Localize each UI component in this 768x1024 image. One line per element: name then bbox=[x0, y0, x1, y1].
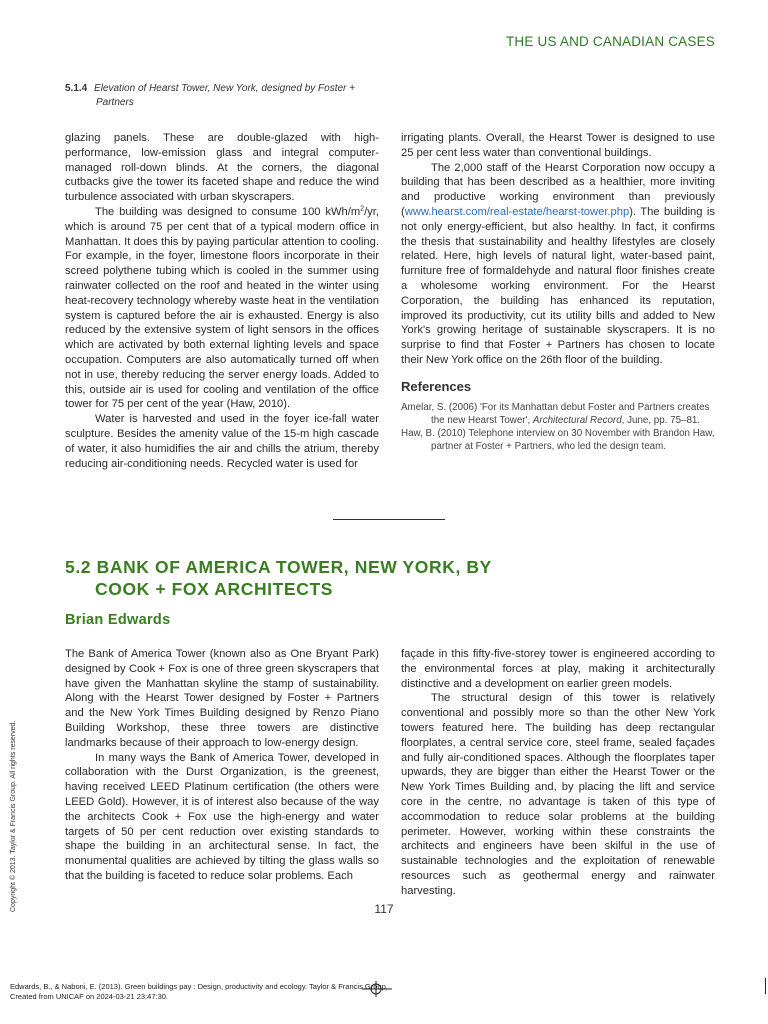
section-title: 5.2 BANK OF AMERICA TOWER, NEW YORK, BY COOK + FOX ARCHITECTS bbox=[65, 557, 492, 599]
caption-number: 5.1.4 bbox=[65, 83, 88, 94]
caption-text: Elevation of Hearst Tower, New York, designed by Foster + bbox=[94, 83, 356, 94]
citation-footer bbox=[10, 982, 388, 1002]
caption-text-continued: Partners bbox=[96, 97, 134, 108]
reference-item: Haw, B. (2010) Telephone interview on 30 November with Brandon Haw, partner at Foster + Partners, who led the design team. bbox=[401, 427, 715, 453]
paragraph: In many ways the Bank of America Tower, developed in collaboration with the Durst Organization, is the greenest, having received LEED Platinum certification (the others were LEED Gold). However, it is of interest also because of the way the architects Cook + Fox use the high-energy and water targets of 50 per cent reduction over existing standards to shape the building in an architectural sense. In fact, the monumental qualities are achieved by tilting the glass walls so that the building is faceted to reduce solar problems. Each bbox=[65, 751, 379, 882]
top-left-column bbox=[65, 131, 379, 471]
running-header: THE US AND CANADIAN CASES bbox=[505, 34, 715, 49]
page-number: 117 bbox=[374, 902, 394, 916]
paragraph: The building was designed to consume 100 kWh/$m^2/yr$, which is around 75 per cent that of a typical modern office in Manhattan. It does this by paying particular attention to cooling. For example, in the foyer, limestone floors incorporate in their screed polythene tubing which is cooled in the summer using rainwater collected on the roof and heated in the winter using heat-recovery technology whereby waste heat in the ventilation system is captured before the air is exhausted. Energy is also reduced by the extensive system of light sensors in the offices which are activated by both external lighting levels and space occupation. Computers are also automatically turned off when not in use, thereby reducing the server energy loads. Added to this, outside air is used for cooling and ventilation of the office tower for 75 per cent of the year (Haw, 2010). bbox=[65, 205, 379, 411]
section-divider bbox=[333, 519, 445, 520]
paragraph: façade in this fifty-five-storey tower is engineered according to the environmental forces at play, making it architecturally distinctive and a development on earlier green models. bbox=[401, 648, 715, 690]
paragraph: glazing panels. These are double-glazed with high-performance, low-emission glass and integral computer-managed roll-down blinds. At the corners, the diagonal cutbacks give the tower its faceted shape and reduce the wind turbulence associated with urban skyscrapers. bbox=[65, 132, 379, 204]
registration-mark-icon bbox=[362, 979, 392, 999]
crop-mark bbox=[765, 978, 766, 994]
section-author: Brian Edwards bbox=[65, 612, 171, 628]
copyright-notice: Copyright © 2013. Taylor & Francis Group. All rights reserved. bbox=[10, 720, 17, 912]
figure-caption bbox=[65, 82, 385, 110]
references-heading: References bbox=[401, 378, 472, 394]
paragraph: The 2,000 staff of the Hearst Corporation now occupy a building that has been described as a healthier, more inviting and productive working environment than previously (www.hearst.com/real-estate/hearst-tower.php). The building is not only energy-efficient, but also healthy. In fact, it confirms the thesis that sustainability and healthy lifestyles are closely related. Here, high levels of natural light, water-based paint, furniture free of formaldehyde and natural floor finishes create a wholesome working environment. For the Hearst Corporation, the building has enhanced its reputation, improved its productivity, cut its utility bills and added to New York's growing heritage of sustainable skyscrapers. It is no surprise to find that Foster + Partners has chosen to locate their New York office on the 26th floor of the building. bbox=[401, 161, 715, 366]
created-line: Created from UNICAF on 2024-03-21 23:47:30. bbox=[10, 992, 169, 1001]
reference-item: Amelar, S. (2006) 'For its Manhattan debut Foster and Partners creates the new Hearst Tower', Architectural Record, June, pp. 75–81. bbox=[401, 401, 710, 426]
hearst-website-link[interactable]: www.hearst.com/real-estate/hearst-tower.php bbox=[404, 205, 630, 218]
citation-line: Edwards, B., & Naboni, E. (2013). Green buildings pay : Design, productivity and ecology. Taylor & Francis Group. bbox=[10, 982, 388, 991]
bottom-right-column bbox=[401, 647, 715, 899]
paragraph: The structural design of this tower is relatively conventional and possibly more so than the other New York towers featured here. The building has deep rectangular floorplates, a central service core, steel frame, sealed façades and fully air-conditioned spaces. Although the floorplates taper upwards, they are bigger than either the Hearst Tower or the New York Times Building and, by placing the lift and service core in the centre, no advantage is taken of this type of accommodation to reduce solar problems at the building perimeter. However, working within these constraints the architects and engineers have been skilful in the use of sustainable technologies and the exploitation of renewable resources such as geothermal energy and rainwater harvesting. bbox=[401, 692, 715, 897]
paragraph: The Bank of America Tower (known also as One Bryant Park) designed by Cook + Fox is one of three green skyscrapers that have given the Manhattan skyline the stamp of sustainability. Along with the Hearst Tower designed by Foster + Partners and the New York Times Building designed by Renzo Piano Building Workshop, these three towers are distinctive landmarks because of their approach to low-energy design. bbox=[65, 648, 379, 749]
top-right-column bbox=[401, 131, 715, 453]
paragraph: Water is harvested and used in the foyer ice-fall water sculpture. Besides the amenity value of the 15-m high cascade of water, it also humidifies the air and chills the atrium, thereby reducing air-conditioning needs. Recycled water is used for bbox=[65, 413, 379, 470]
paragraph: irrigating plants. Overall, the Hearst Tower is designed to use 25 per cent less water than conventional buildings. bbox=[401, 132, 715, 159]
bottom-left-column bbox=[65, 647, 379, 884]
